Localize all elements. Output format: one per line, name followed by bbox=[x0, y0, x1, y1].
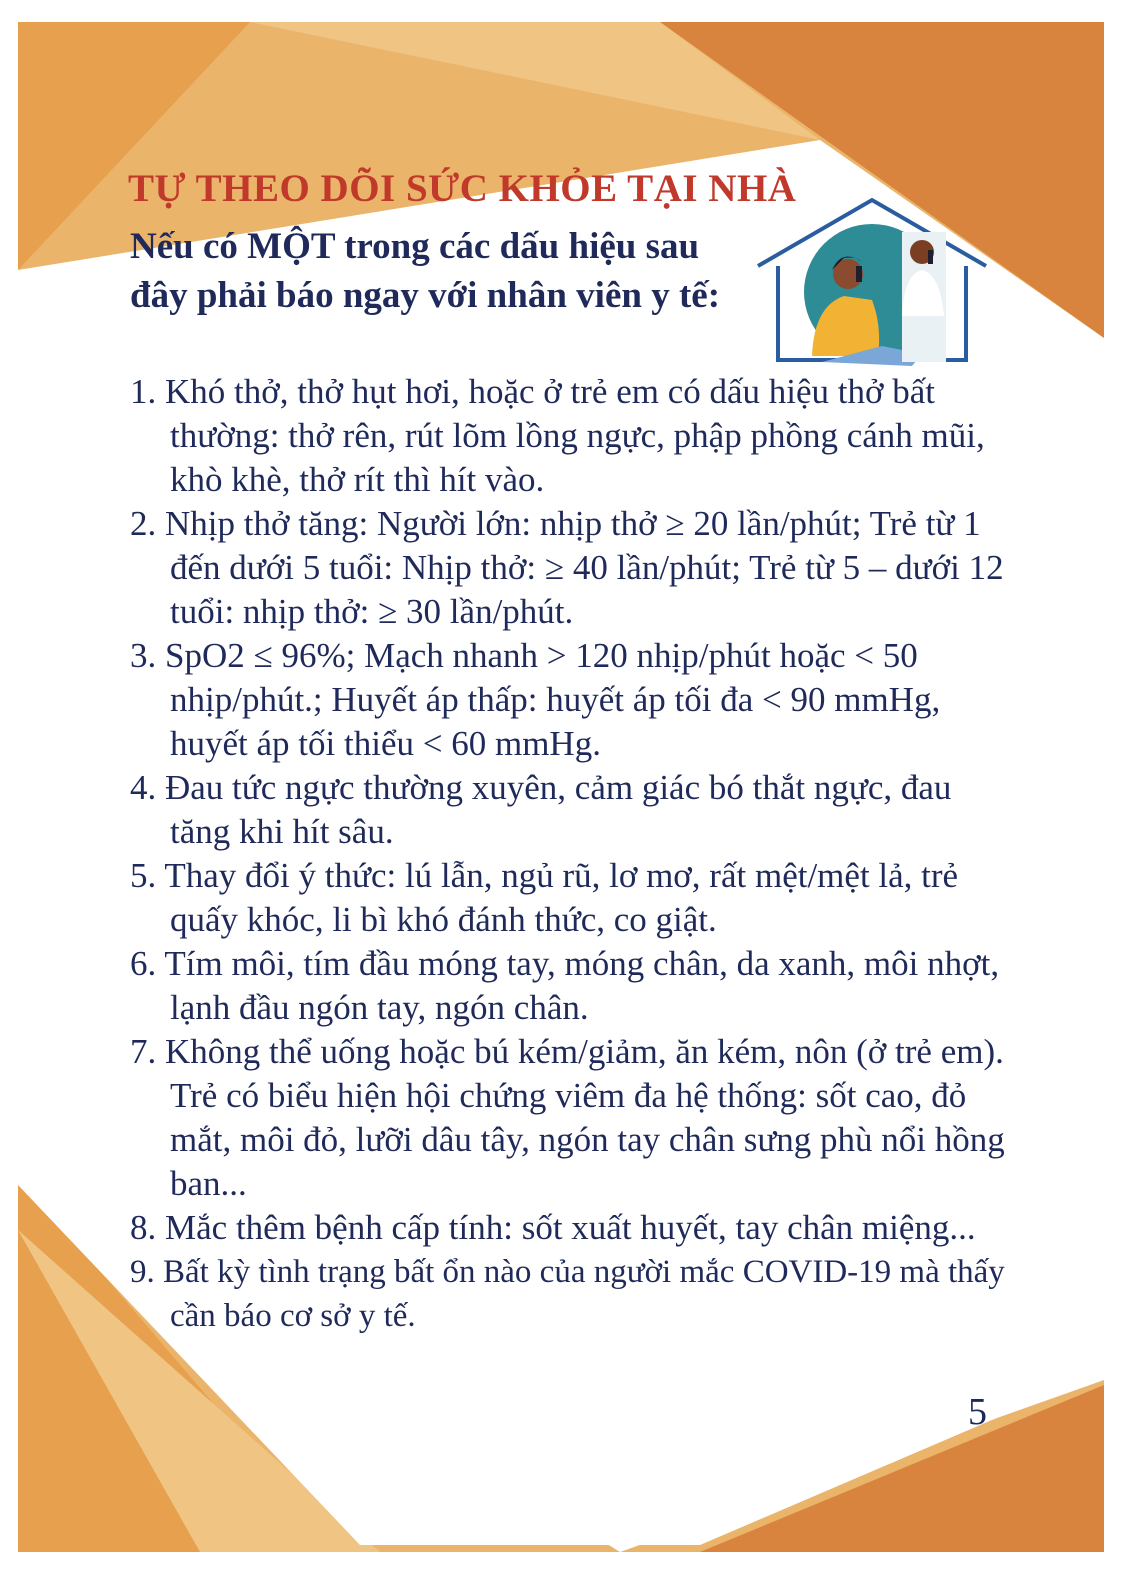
warning-signs-list bbox=[130, 370, 1010, 1338]
list-item: 6. Tím môi, tím đầu móng tay, móng chân, da xanh, môi nhợt, lạnh đầu ngón tay, ngón chân. bbox=[130, 944, 1000, 1027]
list-item: 5. Thay đổi ý thức: lú lẫn, ngủ rũ, lơ mơ, rất mệt/mệt lả, trẻ quấy khóc, li bì khó đánh thức, co giật. bbox=[130, 856, 959, 939]
list-item: 1. Khó thở, thở hụt hơi, hoặc ở trẻ em có dấu hiệu thở bất thường: thở rên, rút lõm lồng ngực, phập phồng cánh mũi, khò khè, thở rít thì hít vào. bbox=[130, 372, 985, 499]
intro-text: Nếu có MỘT trong các dấu hiệu sau đây phải báo ngay với nhân viên y tế: bbox=[130, 226, 721, 316]
house-with-phone-call-icon bbox=[752, 196, 992, 368]
page-title: TỰ THEO DÕI SỨC KHỎE TẠI NHÀ bbox=[128, 167, 797, 210]
page-number: 5 bbox=[968, 1391, 987, 1433]
list-item: 3. SpO2 ≤ 96%; Mạch nhanh > 120 nhịp/phút hoặc < 50 nhịp/phút.; Huyết áp thấp: huyết áp tối đa < 90 mmHg, huyết áp tối thiểu < 60 mmHg. bbox=[130, 636, 941, 763]
list-item: 2. Nhịp thở tăng: Người lớn: nhịp thở ≥ 20 lần/phút; Trẻ từ 1 đến dưới 5 tuổi: Nhịp thở: ≥ 40 lần/phút; Trẻ từ 5 – dưới 12 tuổi: nhịp thở: ≥ 30 lần/phút. bbox=[130, 504, 1004, 631]
list-item: 4. Đau tức ngực thường xuyên, cảm giác bó thắt ngực, đau tăng khi hít sâu. bbox=[130, 768, 952, 851]
list-item: 8. Mắc thêm bệnh cấp tính: sốt xuất huyết, tay chân miệng... bbox=[130, 1208, 976, 1247]
list-item: 7. Không thể uống hoặc bú kém/giảm, ăn kém, nôn (ở trẻ em). Trẻ có biểu hiện hội chứng viêm đa hệ thống: sốt cao, đỏ mắt, môi đỏ, lưỡi dâu tây, ngón tay chân sưng phù nổi hồng ban... bbox=[130, 1032, 1005, 1203]
list-item: 9. Bất kỳ tình trạng bất ổn nào của người mắc COVID-19 mà thấy cần báo cơ sở y tế. bbox=[130, 1254, 1005, 1334]
